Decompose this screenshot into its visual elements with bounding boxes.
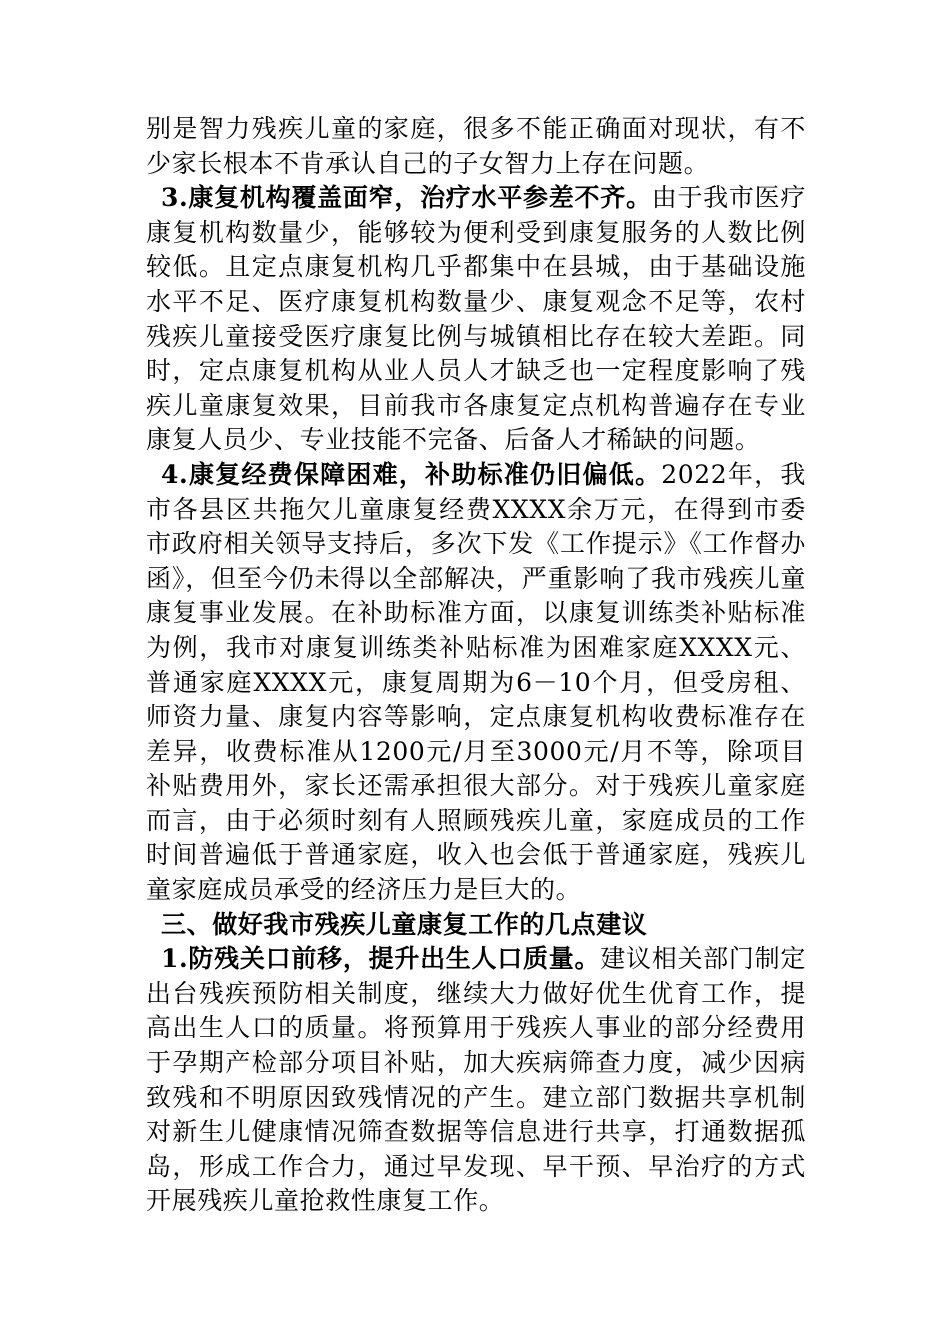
paragraph-text: 2022年，我市各县区共拖欠儿童康复经费XXXX余万元，在得到市委市政府相关领导支持后，多次下发《工作提示》《工作督办函》，但至今仍未得以全部解决，严重影响了我市残疾儿童康复事业发展。在补助标准方面，以康复训练类补贴标准为例，我市对康复训练类补贴标准为困难家庭XXXX元、普通家庭XXXX元，康复周期为6－10个月，但受房租、师资力量、康复内容等影响，定点康复机构收费标准存在差异，收费标准从1200元/月至3000元/月不等，除项目补贴费用外，家长还需承担很大部分。对于残疾儿童家庭而言，由于必须时刻有人照顾残疾儿童，家庭成员的工作时间普遍低于普通家庭，收入也会低于普通家庭，残疾儿童家庭成员承受的经济压力是巨大的。: [146, 459, 806, 905]
paragraph-text: 由于我市医疗康复机构数量少，能够较为便利受到康复服务的人数比例较低。且定点康复机构几乎都集中在县城，由于基础设施水平不足、医疗康复机构数量少、康复观念不足等，农村残疾儿童接受医疗康复比例与城镇相比存在较大差距。同时，定点康复机构从业人员人才缺乏也一定程度影响了残疾儿童康复效果，目前我市各康复定点机构普遍存在专业康复人员少、专业技能不完备、后备人才稀缺的问题。: [146, 183, 806, 455]
paragraph-heading: 3.康复机构覆盖面窄，治疗水平参差不齐。: [161, 183, 652, 213]
paragraph-prevention: [146, 942, 806, 1219]
paragraph-text: 建议相关部门制定出台残疾预防相关制度，继续大力做好优生优育工作，提高出生人口的质量。将预算用于残疾人事业的部分经费用于孕期产检部分项目补贴，加大疾病筛查力度，减少因病致残和不明原因致残情况的产生。建立部门数据共享机制对新生儿健康情况筛查数据等信息进行共享，打通数据孤岛，形成工作合力，通过早发现、早干预、早治疗的方式开展残疾儿童抢救性康复工作。: [146, 944, 806, 1216]
document-page: [146, 112, 806, 1219]
section-heading: 三、做好我市残疾儿童康复工作的几点建议: [161, 909, 648, 939]
paragraph-heading: 1.防残关口前移，提升出生人口质量。: [161, 944, 601, 974]
paragraph-text: 别是智力残疾儿童的家庭，很多不能正确面对现状，有不少家长根本不肯承认自己的子女智力上存在问题。: [146, 114, 806, 178]
paragraph-rehab-funding: [146, 458, 806, 908]
paragraph-rehab-institutions: [146, 181, 806, 458]
paragraph-continuation: [146, 112, 806, 181]
paragraph-heading: 4.康复经费保障困难，补助标准仍旧偏低。: [161, 459, 662, 489]
